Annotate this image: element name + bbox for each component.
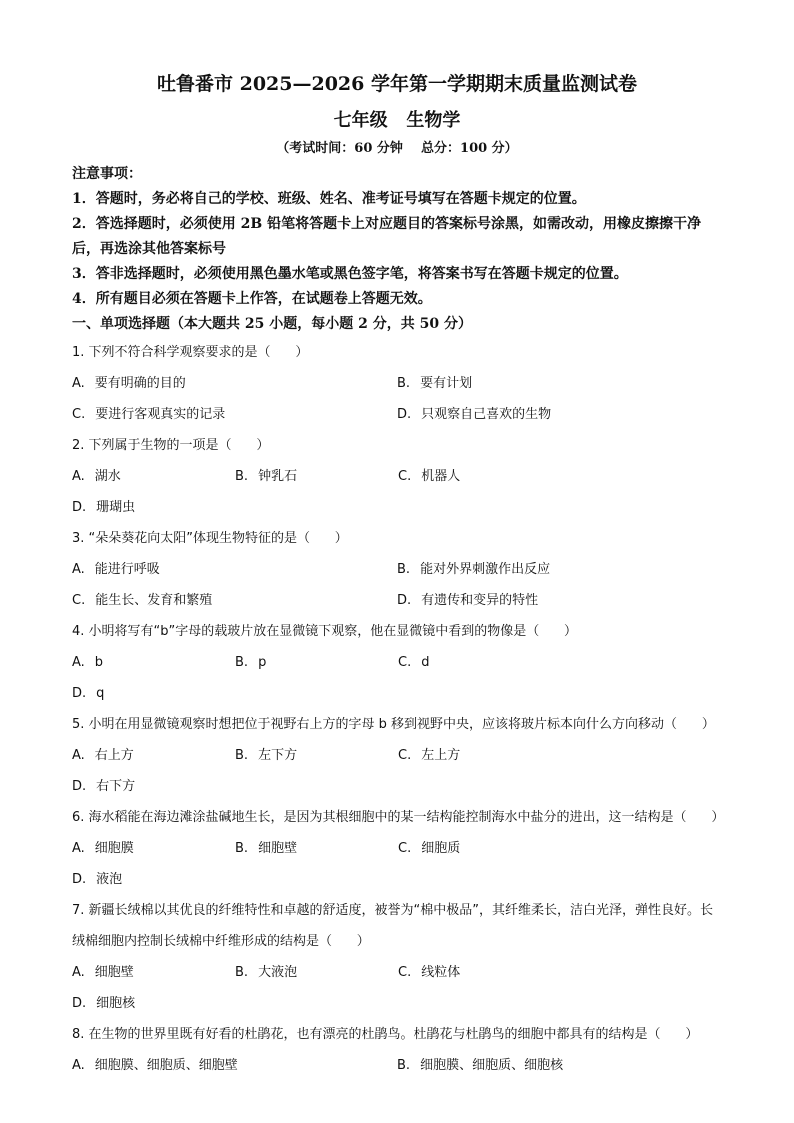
option-letter: D.: [72, 996, 87, 1011]
option-letter: A.: [72, 469, 85, 484]
option-c: [72, 585, 397, 616]
question-stem: 5. 小明在用显微镜观察时想把位于视野右上方的字母 b 移到视野中央，应该将玻片标本向什么方向移动（ ）: [72, 717, 715, 732]
options: [72, 740, 722, 802]
option-b: [235, 740, 398, 771]
option-text: 细胞质: [421, 841, 461, 856]
question-3: [72, 523, 722, 616]
option-text: b: [94, 655, 104, 670]
option-a: [72, 833, 235, 864]
option-text: 能生长、发育和繁殖: [95, 593, 213, 608]
option-b: [397, 368, 722, 399]
question-8: [72, 1019, 722, 1081]
question-stem: 1. 下列不符合科学观察要求的是（ ）: [72, 345, 309, 360]
option-b: [397, 1050, 722, 1081]
option-d: [72, 678, 235, 709]
option-a: [72, 554, 397, 585]
question-1: [72, 337, 722, 430]
question-stem: 4. 小明将写有“b”字母的载玻片放在显微镜下观察，他在显微镜中看到的物像是（ ）: [72, 624, 578, 639]
option-text: 细胞膜、细胞质、细胞壁: [94, 1058, 238, 1073]
options: [72, 1050, 722, 1081]
option-text: p: [258, 655, 267, 670]
option-text: 要有计划: [420, 376, 473, 391]
note-item: 1．答题时，务必将自己的学校、班级、姓名、准考证号填写在答题卡规定的位置。: [72, 191, 586, 207]
question-5: [72, 709, 722, 802]
option-text: 珊瑚虫: [96, 500, 136, 515]
option-d: [397, 585, 722, 616]
option-text: 液泡: [96, 872, 123, 887]
option-letter: A.: [72, 1058, 85, 1073]
option-b: [397, 554, 722, 585]
option-text: 只观察自己喜欢的生物: [421, 407, 552, 422]
note-item: 3．答非选择题时，必须使用黑色墨水笔或黑色签字笔，将答案书写在答题卡规定的位置。: [72, 266, 628, 282]
option-letter: C.: [398, 841, 412, 856]
option-text: 机器人: [421, 469, 461, 484]
option-a: [72, 368, 397, 399]
section-heading: 一、单项选择题（本大题共 25 小题，每小题 2 分，共 50 分）: [72, 316, 472, 332]
question-7: [72, 895, 722, 1019]
option-letter: B.: [235, 748, 249, 763]
option-text: 线粒体: [421, 965, 461, 980]
option-b: [235, 957, 398, 988]
option-letter: C.: [398, 655, 412, 670]
option-text: q: [96, 686, 105, 701]
option-text: 能进行呼吸: [94, 562, 160, 577]
option-letter: A.: [72, 655, 85, 670]
options: [72, 957, 722, 1019]
question-stem: 2. 下列属于生物的一项是（ ）: [72, 438, 270, 453]
options: [72, 461, 722, 523]
options: [72, 833, 722, 895]
option-d: [72, 492, 235, 523]
option-text: 湖水: [94, 469, 121, 484]
option-letter: B.: [235, 655, 249, 670]
option-text: 细胞核: [96, 996, 136, 1011]
option-c: [398, 740, 561, 771]
notes-block: [72, 162, 722, 312]
option-text: 左下方: [258, 748, 298, 763]
option-letter: B.: [235, 469, 249, 484]
option-letter: D.: [72, 779, 87, 794]
option-letter: C.: [72, 407, 86, 422]
exam-page: [72, 68, 725, 1081]
option-a: [72, 957, 235, 988]
note-item: 4．所有题目必须在答题卡上作答，在试题卷上答题无效。: [72, 291, 432, 307]
option-letter: D.: [72, 686, 87, 701]
option-letter: D.: [397, 407, 412, 422]
option-text: 要有明确的目的: [94, 376, 186, 391]
option-letter: B.: [235, 965, 249, 980]
note-item: 2．答选择题时，必须使用 2B 铅笔将答题卡上对应题目的答案标号涂黑，如需改动，用橡皮擦擦干净后，再选涂其他答案标号: [72, 216, 702, 257]
option-letter: A.: [72, 965, 85, 980]
option-c: [398, 461, 561, 492]
question-stem: 3. “朵朵葵花向太阳”体现生物特征的是（ ）: [72, 531, 348, 546]
option-text: d: [421, 655, 430, 670]
option-text: 要进行客观真实的记录: [95, 407, 226, 422]
option-text: 钟乳石: [258, 469, 298, 484]
option-text: 有遗传和变异的特性: [421, 593, 539, 608]
option-c: [398, 647, 561, 678]
option-a: [72, 1050, 397, 1081]
option-a: [72, 740, 235, 771]
options: [72, 647, 722, 709]
option-d: [72, 864, 235, 895]
option-text: 左上方: [421, 748, 461, 763]
option-letter: D.: [72, 872, 87, 887]
option-letter: C.: [72, 593, 86, 608]
notes-heading: 注意事项：: [72, 166, 142, 182]
option-a: [72, 461, 235, 492]
option-c: [72, 399, 397, 430]
option-letter: B.: [397, 1058, 411, 1073]
option-c: [398, 833, 561, 864]
question-stem: 6. 海水稻能在海边滩涂盐碱地生长，是因为其根细胞中的某一结构能控制海水中盐分的进出，这一结构是（ ）: [72, 810, 725, 825]
option-letter: C.: [398, 469, 412, 484]
option-text: 右上方: [94, 748, 134, 763]
option-d: [397, 399, 722, 430]
option-a: [72, 647, 235, 678]
option-letter: D.: [72, 500, 87, 515]
option-letter: B.: [397, 376, 411, 391]
exam-time-score: （考试时间：60 分钟 总分：100 分）: [276, 141, 518, 156]
option-text: 细胞膜: [94, 841, 134, 856]
question-4: [72, 616, 722, 709]
exam-title: 吐鲁番市 2025—2026 学年第一学期期末质量监测试卷: [157, 73, 637, 95]
option-b: [235, 833, 398, 864]
option-text: 右下方: [96, 779, 136, 794]
option-letter: C.: [398, 748, 412, 763]
option-letter: C.: [398, 965, 412, 980]
question-6: [72, 802, 725, 895]
option-b: [235, 647, 398, 678]
option-text: 大液泡: [258, 965, 298, 980]
option-letter: A.: [72, 841, 85, 856]
option-letter: D.: [397, 593, 412, 608]
option-text: 能对外界刺激作出反应: [420, 562, 551, 577]
question-stem: 7. 新疆长绒棉以其优良的纤维特性和卓越的舒适度，被誉为“棉中极品”，其纤维柔长，洁白光泽，弹性良好。长绒棉细胞内控制长绒棉中纤维形成的结构是（ ）: [72, 903, 714, 949]
option-text: 细胞壁: [258, 841, 298, 856]
option-letter: A.: [72, 562, 85, 577]
option-letter: B.: [235, 841, 249, 856]
options: [72, 368, 722, 430]
option-text: 细胞膜、细胞质、细胞核: [420, 1058, 564, 1073]
question-2: [72, 430, 722, 523]
option-letter: A.: [72, 748, 85, 763]
option-text: 细胞壁: [94, 965, 134, 980]
option-c: [398, 957, 561, 988]
option-d: [72, 771, 235, 802]
option-d: [72, 988, 235, 1019]
option-letter: A.: [72, 376, 85, 391]
option-letter: B.: [397, 562, 411, 577]
grade-subject: 七年级 生物学: [333, 110, 461, 131]
options: [72, 554, 722, 616]
option-b: [235, 461, 398, 492]
question-stem: 8. 在生物的世界里既有好看的杜鹃花，也有漂亮的杜鹃鸟。杜鹃花与杜鹃鸟的细胞中都具有的结构是（ ）: [72, 1027, 699, 1042]
